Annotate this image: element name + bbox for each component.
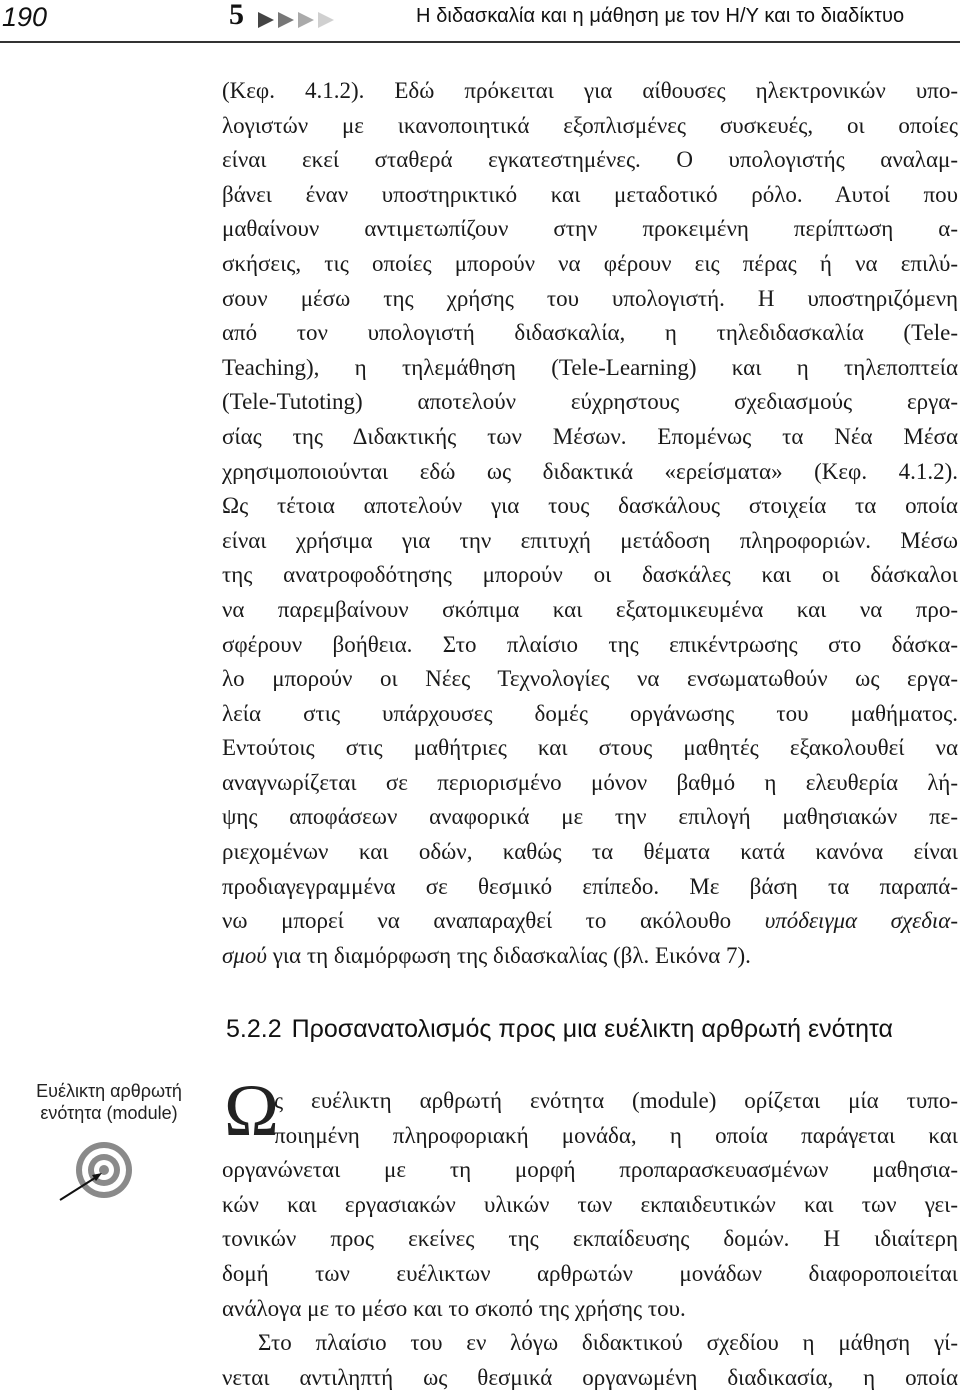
text-line: λεία στις υπάρχουσες δομές οργάνωσης του μαθήματος. — [222, 700, 958, 726]
text-line: σουν μέσω της χρήσης του υπολογιστή. Η υποστηριζόμενη — [222, 285, 958, 311]
text-line: νεται αντιληπτή ως θεσμικά οργανωμένη διαδικασία, η οποία — [222, 1364, 958, 1390]
text-line: μαθαίνουν αντιμετωπίζουν στην προκειμένη περίπτωση α- — [222, 216, 958, 242]
text-line: ποιημένη πληροφοριακή μονάδα, η οποία παράγεται και — [274, 1122, 958, 1148]
text-line — [222, 939, 958, 974]
margin-note-line: Ευέλικτη αρθρωτή — [36, 1081, 182, 1101]
paragraph-1 — [222, 74, 958, 973]
page-header — [0, 0, 960, 44]
section-title: Προσανατολισμός προς μια ευέλικτη αρθρωτή ενότητα — [291, 1015, 893, 1043]
chapter-arrows-icon — [258, 10, 342, 30]
text-run: για τη διαμόρφωση της διδασκαλίας (βλ. Εικόνα 7). — [266, 942, 751, 968]
text-line: ριεχομένων και οδών, καθώς τα θέματα κατά κανόνα είναι — [222, 839, 958, 865]
text-line: αναγνωρίζεται σε περιορισμένο μόνον βαθμό η ελευθερία λή- — [222, 769, 958, 795]
page-number: 190 — [2, 2, 48, 32]
text-line: λογιστών με ικανοποιητικά εξοπλισμένες συσκευές, οι οποίες — [222, 112, 958, 138]
text-line: της ανατροφοδότησης μπορούν οι δασκάλες και οι δάσκαλοι — [222, 562, 958, 588]
text-run: νω μπορεί να αναπαραχθεί το ακόλουθο — [222, 908, 765, 934]
text-line: ς ευέλικτη αρθρωτή ενότητα (module) ορίζεται μία τυπο- — [274, 1088, 958, 1113]
text-line: (Tele-Tutoting) αποτελούν εύχρηστους σχεδιασμούς εργα- — [222, 389, 958, 415]
text-line: βάνει έναν υποστηρικτικό και μεταδοτικό ρόλο. Αυτοί που — [222, 181, 958, 207]
text-line: (Κεφ. 4.1.2). Εδώ πρόκειται για αίθουσες ηλεκτρονικών υπο- — [222, 78, 958, 103]
text-line: Στο πλαίσιο του εν λόγω διδακτικού σχεδίου η μάθηση γί- — [258, 1330, 958, 1356]
text-line: σκήσεις, τις οποίες μπορούν να φέρουν εις πέρας ή να επιλύ- — [222, 250, 958, 276]
text-line: ανάλογα με το μέσο και το σκοπό της χρήσης του. — [222, 1295, 686, 1321]
text-line: είναι χρήσιμα για την επιτυχή μετάδοση πληροφοριών. Μέσω — [222, 527, 958, 553]
text-line: λο μπορούν οι Νέες Τεχνολογίες να ενσωματωθούν ως εργα- — [222, 666, 958, 692]
text-line — [222, 904, 958, 939]
margin-note — [14, 1080, 204, 1124]
text-line: ψης αποφάσεων αναφορικά με την επιλογή μαθησιακών πε- — [222, 804, 958, 830]
text-line: σφέρουν βοήθεια. Στο πλαίσιο της επικέντρωσης στο δάσκα- — [222, 631, 958, 657]
text-line: προδιαγεγραμμένα σε θεσμικό επίπεδο. Με βάση τα παραπά- — [222, 873, 958, 899]
text-line: χρησιμοποιούνται εδώ ως διδακτικά «ερείσματα» (Κεφ. 4.1.2). — [222, 458, 958, 484]
running-title: Η διδασκαλία και η μάθηση με τον Η/Υ και το διαδίκτυο — [416, 5, 905, 27]
chapter-number: 5 — [229, 0, 244, 31]
text-line: να παρεμβαίνουν σκόπιμα και εξατομικευμένα και να προ- — [222, 596, 958, 622]
text-line: κών και εργασιακών υλικών των εκπαιδευτικών και των γει- — [222, 1191, 958, 1217]
text-line: τονικών προς εκείνες της εκπαίδευσης δομών. Η ιδιαίτερη — [222, 1226, 958, 1252]
text-line: Ως τέτοια αποτελούν για τους δασκάλους στοιχεία τα οποία — [222, 493, 958, 519]
target-icon — [56, 1140, 136, 1204]
text-line: δομή των ευέλικτων αρθρωτών μονάδων διαφοροποιείται — [222, 1260, 958, 1286]
text-line: Εντούτοις στις μαθήτριες και στους μαθητές εξακολουθεί να — [222, 735, 958, 761]
margin-note-line: ενότητα (module) — [40, 1103, 178, 1123]
text-line: είναι εκεί σταθερά εγκατεστημένες. Ο υπολογιστής αναλαμ- — [222, 147, 958, 173]
text-line: οργανώνεται με τη μορφή προπαρασκευασμένων μαθησια- — [222, 1157, 958, 1183]
section-number: 5.2.2 — [226, 1015, 282, 1043]
header-divider — [0, 41, 960, 43]
text-line: από τον υπολογιστή διδασκαλία, η τηλεδιδασκαλία (Tele- — [222, 320, 958, 346]
drop-cap: Ω — [224, 1070, 279, 1152]
paragraph-2 — [222, 1084, 958, 1395]
emphasis-text: υπόδειγμα σχεδια- — [764, 908, 959, 934]
text-line: σίας της Διδακτικής των Μέσων. Επομένως τα Νέα Μέσα — [222, 423, 958, 449]
section-heading — [226, 1015, 893, 1044]
emphasis-text: σμού — [222, 942, 267, 968]
text-line: Teaching), η τηλεμάθηση (Tele-Learning) και η τηλεποπτεία — [222, 354, 958, 380]
